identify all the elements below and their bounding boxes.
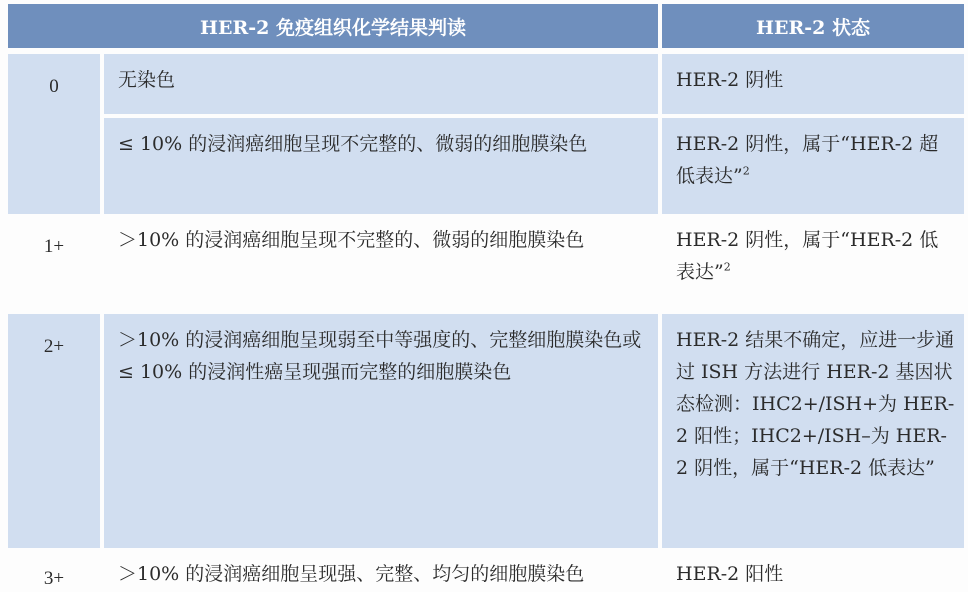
status-2plus: HER-2 结果不确定，应进一步通过 ISH 方法进行 HER-2 基因状态检测：IHC2+/ISH+为 HER-2 阳性；IHC2+/ISH–为 HER-2 阴性，属于“HER-2 低表达” — [662, 314, 964, 548]
criterion-3plus: ＞10% 的浸润癌细胞呈现强、完整、均匀的细胞膜染色 — [118, 563, 585, 585]
header-interpretation: HER-2 免疫组织化学结果判读 — [8, 4, 658, 48]
status-0-ultralow — [662, 118, 964, 214]
grade-2plus: 2+ — [8, 314, 100, 548]
criterion-1plus: ＞10% 的浸润癌细胞呈现不完整的、微弱的细胞膜染色 — [118, 229, 585, 251]
status-1plus — [662, 214, 964, 310]
status-0-no-stain: HER-2 阴性 — [662, 54, 964, 114]
header-status: HER-2 状态 — [662, 4, 964, 48]
criterion-0-ultralow: ≤ 10% 的浸润癌细胞呈现不完整的、微弱的细胞膜染色 — [104, 118, 658, 214]
grade-3plus: 3+ — [43, 568, 65, 589]
grade-0: 0 — [8, 54, 100, 214]
footnote-marker: 2 — [742, 164, 750, 178]
footnote-marker: 2 — [723, 260, 731, 274]
status-0-ultralow-text: HER-2 阴性，属于“HER-2 超低表达” — [676, 133, 939, 187]
criterion-2plus: ＞10% 的浸润癌细胞呈现弱至中等强度的、完整细胞膜染色或 ≤ 10% 的浸润性癌呈现强而完整的细胞膜染色 — [104, 314, 658, 548]
status-3plus: HER-2 阳性 — [676, 563, 784, 585]
grade-1plus: 1+ — [43, 236, 65, 257]
status-1plus-text: HER-2 阴性，属于“HER-2 低表达” — [676, 229, 939, 283]
criterion-0-no-stain: 无染色 — [104, 54, 658, 114]
